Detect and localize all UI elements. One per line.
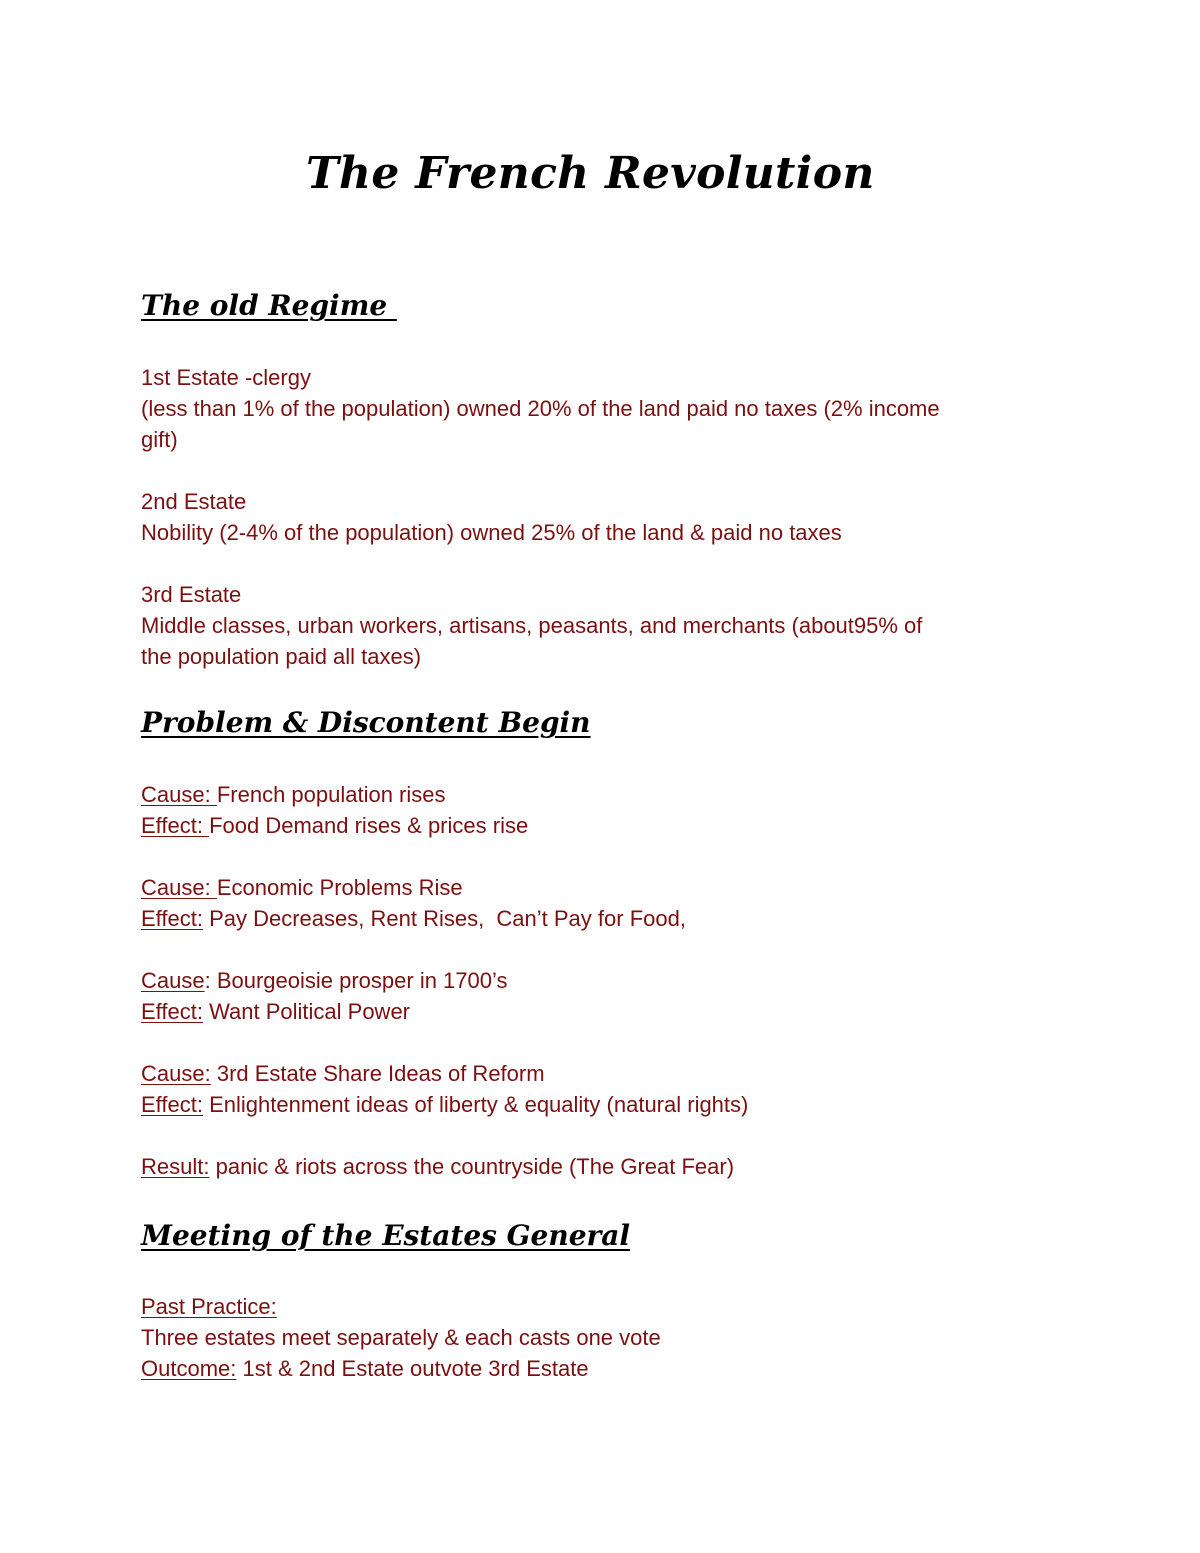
cause-line-3 bbox=[141, 965, 508, 996]
effect-key: Effect: bbox=[141, 1092, 203, 1117]
second-estate-line-1: Nobility (2-4% of the population) owned 25% of the land & paid no taxes bbox=[141, 520, 842, 545]
first-estate-line-1: (less than 1% of the population) owned 20% of the land paid no taxes (2% income bbox=[141, 396, 940, 421]
effect-key: Effect: bbox=[141, 999, 203, 1024]
first-estate-line-2: gift) bbox=[141, 427, 178, 452]
effect-text: Want Political Power bbox=[202, 999, 411, 1024]
result-line bbox=[141, 1151, 734, 1182]
effect-text: Pay Decreases, Rent Rises, Can’t Pay for Food, bbox=[202, 906, 686, 931]
result-text: panic & riots across the countryside (The Great Fear) bbox=[209, 1154, 735, 1179]
first-estate-label: 1st Estate -clergy bbox=[141, 365, 311, 390]
second-estate-label: 2nd Estate bbox=[141, 489, 247, 514]
past-practice-text: Three estates meet separately & each casts one vote bbox=[141, 1325, 661, 1350]
outcome-line bbox=[141, 1353, 589, 1384]
cause-key: Cause: bbox=[141, 782, 217, 807]
cause-text: : Bourgeoisie prosper in 1700’s bbox=[204, 968, 508, 993]
cause-text: Economic Problems Rise bbox=[216, 875, 463, 900]
past-practice-key: Past Practice: bbox=[141, 1294, 277, 1319]
cause-text: French population rises bbox=[216, 782, 446, 807]
cause-key: Cause: bbox=[141, 1061, 211, 1086]
effect-line-3 bbox=[141, 996, 410, 1027]
past-practice-label bbox=[141, 1291, 277, 1322]
outcome-text: 1st & 2nd Estate outvote 3rd Estate bbox=[236, 1356, 589, 1381]
effect-line-4 bbox=[141, 1089, 748, 1120]
document-title: The French Revolution bbox=[306, 148, 875, 199]
cause-text: 3rd Estate Share Ideas of Reform bbox=[210, 1061, 545, 1086]
heading-estates-general: Meeting of the Estates General bbox=[141, 1219, 631, 1252]
cause-key: Cause: bbox=[141, 875, 217, 900]
third-estate-line-2: the population paid all taxes) bbox=[141, 644, 422, 669]
outcome-key: Outcome: bbox=[141, 1356, 237, 1381]
heading-problem-discontent: Problem & Discontent Begin bbox=[141, 706, 591, 739]
effect-line-2 bbox=[141, 903, 686, 934]
effect-key: Effect: bbox=[141, 813, 210, 838]
cause-key: Cause bbox=[141, 968, 205, 993]
effect-key: Effect: bbox=[141, 906, 203, 931]
effect-line-1 bbox=[141, 810, 528, 841]
effect-text: Food Demand rises & prices rise bbox=[209, 813, 529, 838]
cause-line-1 bbox=[141, 779, 446, 810]
heading-old-regime: The old Regime bbox=[141, 289, 397, 322]
third-estate-line-1: Middle classes, urban workers, artisans, peasants, and merchants (about95% of bbox=[141, 613, 923, 638]
cause-line-2 bbox=[141, 872, 463, 903]
cause-line-4 bbox=[141, 1058, 545, 1089]
result-key: Result: bbox=[141, 1154, 210, 1179]
third-estate-label: 3rd Estate bbox=[141, 582, 242, 607]
effect-text: Enlightenment ideas of liberty & equality (natural rights) bbox=[202, 1092, 749, 1117]
